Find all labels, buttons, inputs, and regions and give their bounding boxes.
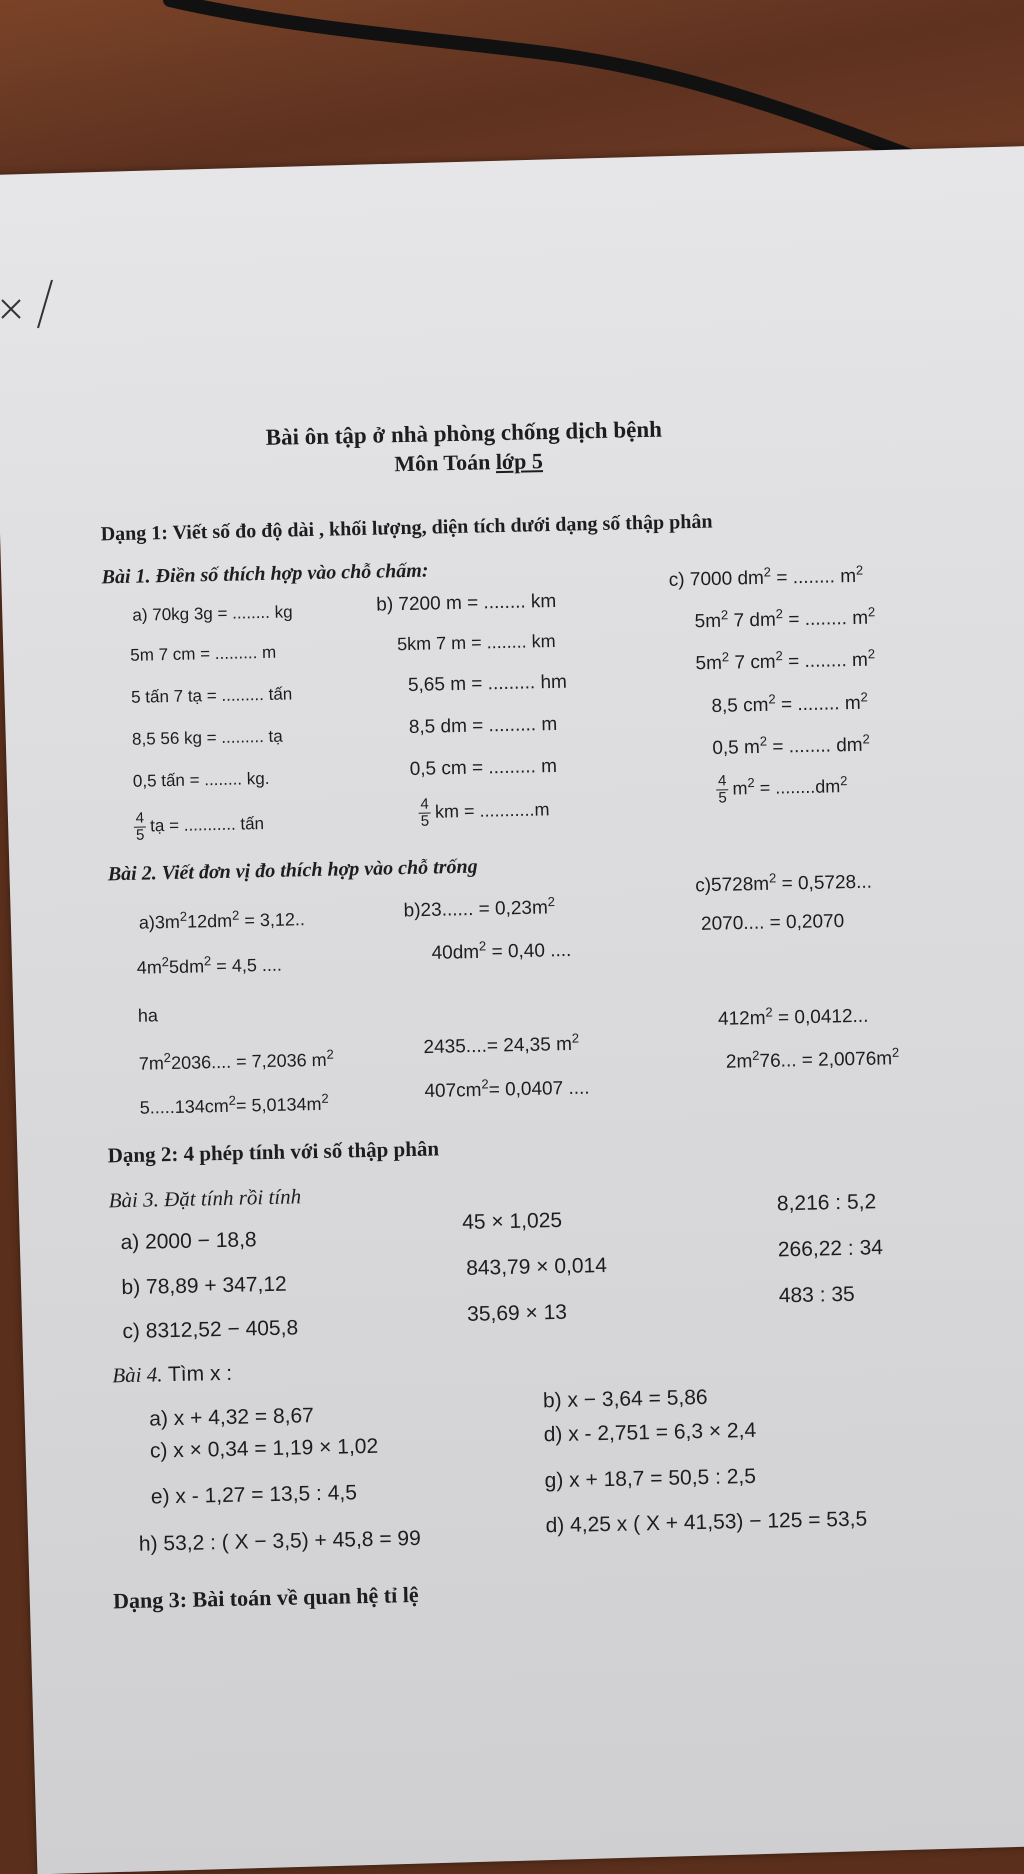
bai4-row2-left: c) x × 0,34 = 1,19 × 1,02 [149,1434,379,1463]
grade-label: lớp 5 [495,448,544,475]
bai2-b-row2: $40dm^2 = 0,40$ .... [431,938,572,964]
bai1-b-row1: b) 7200 m = ........ km [376,590,557,616]
bai1-a-row3: 5 tấn 7 tạ = ......... tấn [130,684,293,707]
bai4-row1-left: a) x + 4,32 = 8,67 [149,1404,315,1431]
bai4-row4-right: d) 4,25 x ( X + 41,53) − 125 = 53,5 [545,1507,868,1538]
dang3-heading: Dạng 3: Bài toán về quan hệ tỉ lệ [112,1581,419,1614]
bai1-a-row6: $\frac{4}{5}$ tạ = ........... tấn [135,809,265,844]
bai2-c-row2: 2070.... = 0,2070 [700,910,845,935]
bai4-row3-left: e) x - 1,27 = 13,5 : 4,5 [150,1481,358,1509]
bai1-a-row5: 0,5 tấn = ........ kg. [132,768,270,791]
bai3-row1-col2: 45 × 1,025 [461,1208,563,1234]
dang2-heading: Dạng 2: 4 phép tính với số thập phân [107,1136,440,1168]
bai3-row2-col1: b) 78,89 + 347,12 [121,1272,287,1300]
fraction-four-fifths: $\frac{4}{5}$ [420,795,430,830]
bai2-heading: Bài 2. Viết đơn vị đo thích hợp vào chỗ trống [107,855,478,886]
bai1-c-row4: 8,5 $cm^2$ = ........ $m^2$ [711,689,868,717]
bai2-b-row4: $407cm^2= 0,0407$ .... [424,1076,590,1103]
bai1-heading: Bài 1. Điền số thích hợp vào chỗ chấm: [101,559,429,589]
worksheet-title: Bài ôn tập ở nhà phòng chống dịch bệnh [265,416,663,450]
bai2-a-row2: $4m^25dm^2 = 4,5$ .... [136,953,283,978]
bai1-b-row2: 5km 7 m = ........ km [396,630,556,655]
bai2-a-row4: $5.....134cm^2= 5,0134m^2$ [139,1090,329,1118]
bai2-c-row3: $412m^2 = 0,0412$... [717,1004,869,1030]
bai3-row1-col3: 8,216 : 5,2 [776,1190,877,1216]
bai3-row1-col1: a) 2000 − 18,8 [120,1228,257,1255]
bai2-b-row3: 2435....= 24,35 $m^2$ [423,1030,580,1059]
bai4-row3-right: g) x + 18,7 = 50,5 : 2,5 [544,1464,757,1493]
bai2-b-row1: b)23...... = $0,23m^2$ [403,893,556,922]
dang1-heading: Dạng 1: Viết số đo độ dài , khối lượng, diện tích dưới dạng số thập phân [100,510,713,546]
fraction-four-fifths: $\frac{4}{5}$ [717,772,727,807]
bai1-c-row1: c) 7000 $dm^2$ = ........ $m^2$ [668,562,864,591]
bai1-c-row6: $\frac{4}{5}$ $m^2 = ........dm^2$ [717,772,848,807]
bai2-c-row1: $c)5728m^2 = 0,5728$... [694,870,873,897]
bai1-b-row5: 0,5 cm = ......... m [409,755,558,780]
bai1-b-row4: 8,5 dm = ......... m [408,713,558,738]
bai1-b-row6: $\frac{4}{5}$ km = ...........m [420,795,550,830]
bai3-row3-col3: 483 : 35 [778,1282,855,1308]
bai1-a-row4: 8,5 56 kg = ......... tạ [131,726,283,749]
fraction-four-fifths: $\frac{4}{5}$ [135,809,145,844]
bai4-row1-right: b) x − 3,64 = 5,86 [542,1385,708,1413]
bai3-row3-col1: c) 8312,52 − 405,8 [122,1316,299,1344]
bai1-a-row1: a) 70kg 3g = ........ kg [132,602,293,625]
bai2-a-row1: $a)3m^212dm^2 = 3,12$.. [138,907,306,933]
bai2-c-row4: $2m^276$... = $2,0076m^2$ [725,1044,900,1073]
bai3-row2-col2: 843,79 × 0,014 [465,1253,608,1280]
bai3-heading: Bài 3. Đặt tính rồi tính [108,1184,302,1213]
bai1-c-row5: 0,5 $m^2$ = ........ $dm^2$ [712,731,870,759]
bai1-c-row2: $5m^2$ 7 $dm^2$ = ........ $m^2$ [694,604,876,633]
bai4-row2-right: d) x - 2,751 = 6,3 × 2,4 [543,1418,757,1447]
bai3-row2-col3: 266,22 : 34 [777,1236,884,1262]
bai1-b-row3: 5,65 m = ......... hm [407,671,568,696]
bai1-c-row3: $5m^2$ 7 $cm^2$ = ........ $m^2$ [695,646,876,675]
bai4-row4-left: h) 53,2 : ( X − 3,5) + 45,8 = 99 [138,1526,422,1556]
subject-line [394,448,543,477]
bai4-heading: Bài 4. Tìm x : [112,1361,233,1388]
bai3-row3-col2: 35,69 × 13 [466,1300,568,1326]
bai2-ha-unit: ha [137,1005,159,1026]
bai1-a-row2: 5m 7 cm = ......... m [130,642,277,665]
bai2-a-row3: $7m^22036$.... = 7,2036 $m^2$ [138,1046,334,1074]
subject-label: Môn Toán [394,449,491,477]
